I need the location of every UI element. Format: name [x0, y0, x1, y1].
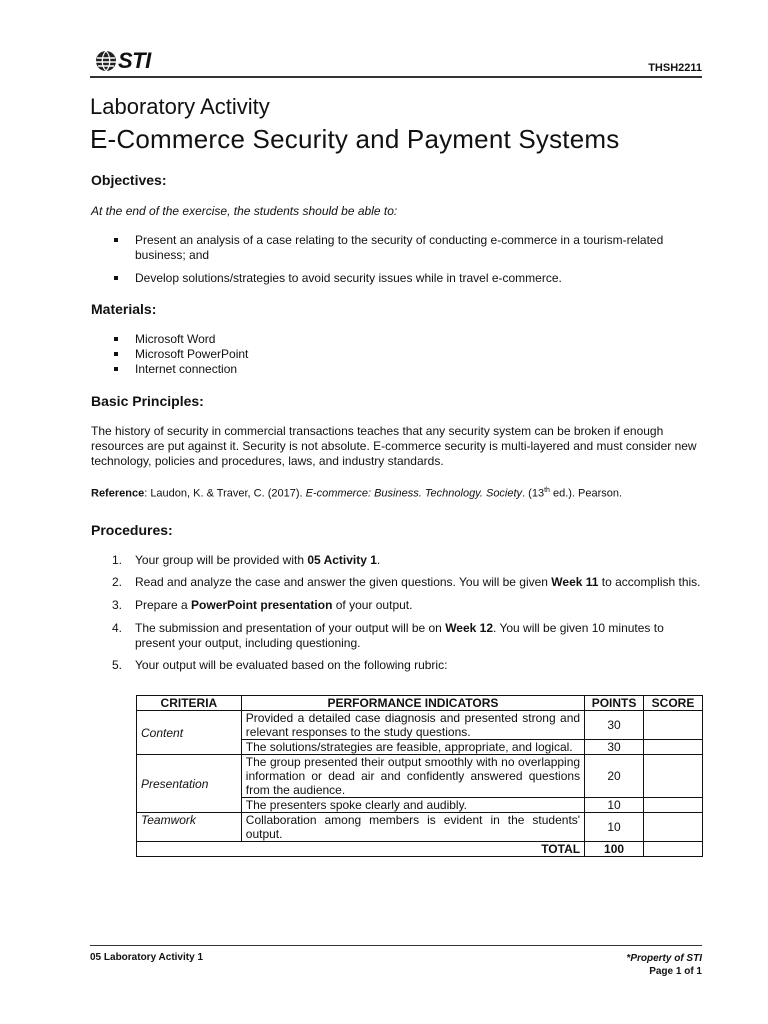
principles-heading: Basic Principles:: [91, 393, 204, 409]
column-header: PERFORMANCE INDICATORS: [241, 696, 584, 711]
score-cell[interactable]: [644, 711, 703, 740]
column-header: CRITERIA: [137, 696, 242, 711]
rubric-table: [136, 695, 703, 857]
document-subtitle: Laboratory Activity: [90, 94, 270, 119]
principles-text: The history of security in commercial transactions teaches that any security system can be broken if enough resources are put against it. Security is not absolute. E-commerce security is multi-layered and must consider new technology, policies and procedures, laws, and industry standards.: [91, 424, 697, 468]
points-cell: 20: [585, 755, 644, 798]
table-header-row: [137, 696, 703, 711]
total-label: TOTAL: [137, 842, 585, 857]
procedure-item: 4. The submission and presentation of your output will be on Week 12. You will be given 10 minutes to present your output, including questioning.: [112, 621, 664, 650]
header-divider: [90, 76, 702, 78]
objectives-heading: Objectives:: [91, 172, 167, 188]
procedure-item: 2. Read and analyze the case and answer the given questions. You will be given Week 11 to accomplish this.: [112, 575, 701, 589]
footer-activity: 05 Laboratory Activity 1: [90, 952, 204, 963]
points-cell: 10: [585, 813, 644, 842]
table-row: [137, 813, 703, 842]
table-row: [137, 711, 703, 740]
material-item: Microsoft PowerPoint: [108, 347, 703, 362]
total-row: [137, 842, 703, 857]
indicator-cell: The presenters spoke clearly and audibly.: [241, 798, 584, 813]
document-title: E-Commerce Security and Payment Systems: [90, 124, 620, 154]
points-cell: 30: [585, 711, 644, 740]
materials-heading: Materials:: [91, 301, 157, 317]
criteria-cell: Presentation: [137, 755, 242, 813]
score-cell[interactable]: [644, 798, 703, 813]
indicator-cell: Provided a detailed case diagnosis and presented strong and relevant responses to the study questions.: [241, 711, 584, 740]
indicator-cell: Collaboration among members is evident in the students' output.: [241, 813, 584, 842]
objectives-intro: At the end of the exercise, the students should be able to:: [91, 204, 398, 218]
material-item: Microsoft Word: [108, 332, 703, 347]
sti-logo: [95, 48, 151, 74]
indicator-cell: The group presented their output smoothly with no overlapping information or dead air and confidently answered questions from the audience.: [241, 755, 584, 798]
procedure-item: 1. Your group will be provided with 05 Activity 1.: [112, 553, 381, 567]
materials-list: [108, 332, 703, 377]
objective-item: Develop solutions/strategies to avoid security issues while in travel e-commerce.: [108, 271, 703, 286]
objectives-list: [108, 233, 703, 286]
page-number: Page 1 of 1: [649, 966, 702, 977]
material-item: Internet connection: [108, 362, 703, 377]
column-header: POINTS: [585, 696, 644, 711]
criteria-cell: Teamwork: [137, 813, 242, 842]
procedures-list: [108, 553, 703, 673]
footer-right: [626, 952, 702, 978]
column-header: SCORE: [644, 696, 703, 711]
criteria-cell: Content: [137, 711, 242, 755]
total-score-cell[interactable]: [644, 842, 703, 857]
score-cell[interactable]: [644, 813, 703, 842]
total-points: 100: [585, 842, 644, 857]
globe-icon: [95, 50, 117, 72]
logo-text: STI: [118, 48, 151, 73]
course-code: THSH2211: [648, 62, 702, 74]
score-cell[interactable]: [644, 740, 703, 755]
indicator-cell: The solutions/strategies are feasible, appropriate, and logical.: [241, 740, 584, 755]
objective-item: Present an analysis of a case relating to the security of conducting e-commerce in a tourism-related business; and: [108, 233, 703, 263]
table-row: [137, 755, 703, 798]
points-cell: 10: [585, 798, 644, 813]
reference-line: Reference: Laudon, K. & Traver, C. (2017). E-commerce: Business. Technology. Society. (13th ed.). Pearson.: [91, 487, 623, 500]
points-cell: 30: [585, 740, 644, 755]
procedures-heading: Procedures:: [91, 522, 173, 538]
procedure-item: 3. Prepare a PowerPoint presentation of your output.: [112, 598, 413, 612]
score-cell[interactable]: [644, 755, 703, 798]
footer-divider: [90, 945, 702, 946]
procedure-item: 5. Your output will be evaluated based on the following rubric:: [112, 658, 448, 672]
property-notice: *Property of STI: [626, 953, 702, 964]
